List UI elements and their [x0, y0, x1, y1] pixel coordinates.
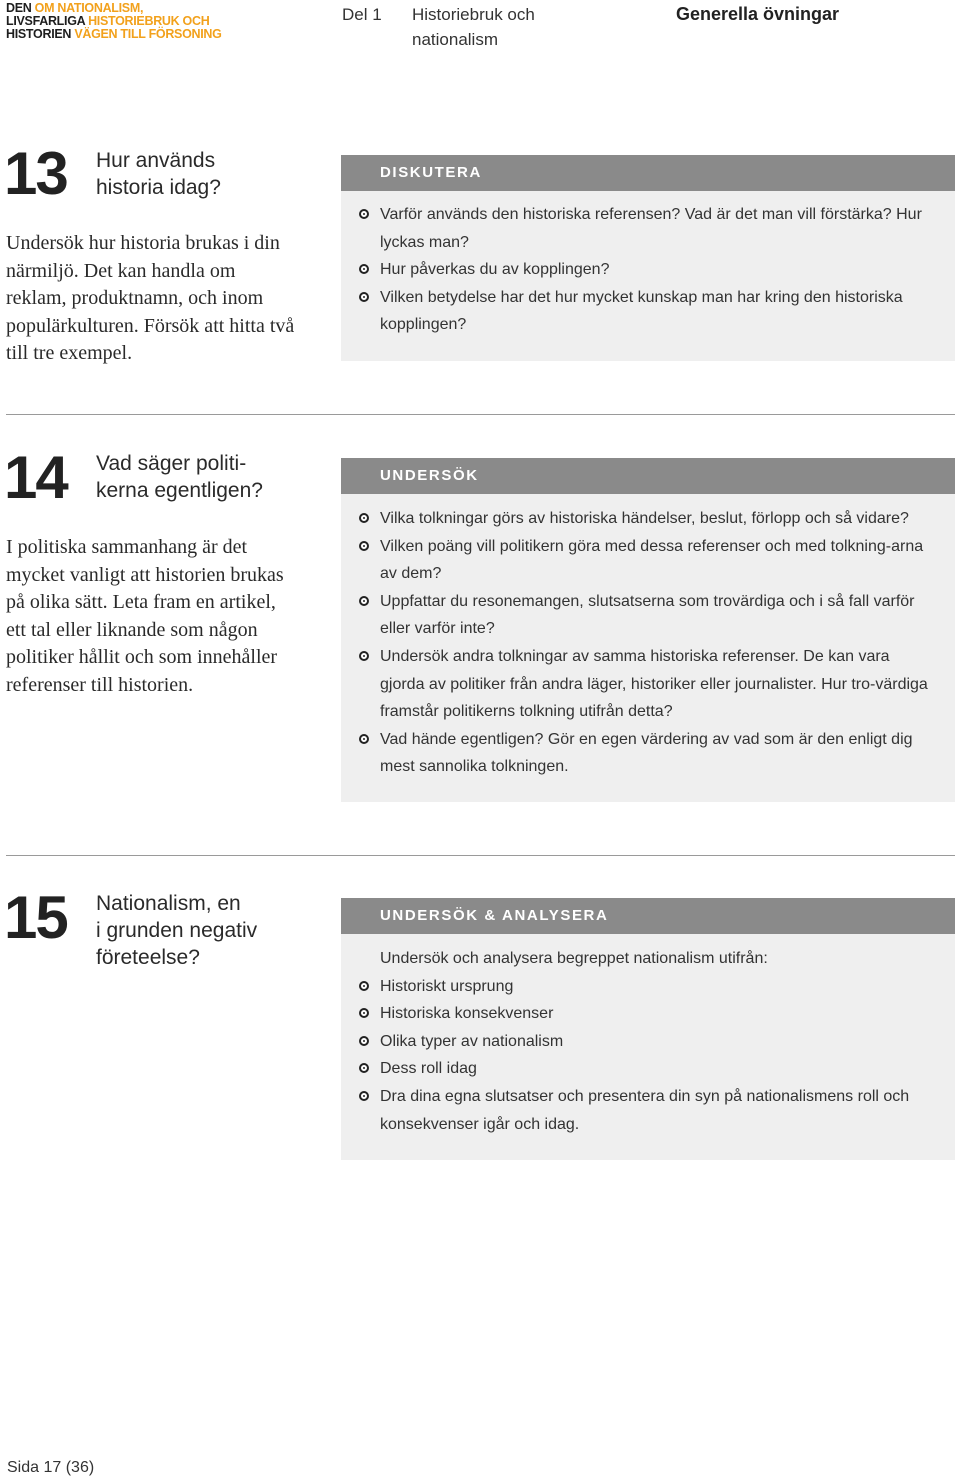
- bullet-icon: [359, 264, 369, 274]
- divider: [6, 855, 955, 856]
- exercise-number: 13: [4, 140, 67, 207]
- list-item: Dess roll idag: [380, 1055, 933, 1083]
- bullet-icon: [359, 651, 369, 661]
- analyse-box: [341, 898, 955, 1160]
- exercise-title: Hur används historia idag?: [96, 149, 221, 199]
- exercise-number: 15: [4, 884, 67, 951]
- list-item: Vilka tolkningar görs av historiska händelser, beslut, förlopp och så vidare?: [380, 505, 933, 533]
- list-item: Dra dina egna slutsatser och presentera din syn på nationalismens roll och konsekvenser igår och idag.: [380, 1083, 933, 1138]
- exercise-title: Nationalism, en i grunden negativ företeelse?: [96, 892, 258, 969]
- bullet-icon: [359, 1036, 369, 1046]
- bullet-icon: [359, 596, 369, 606]
- bullet-icon: [359, 1091, 369, 1101]
- exercise-title: Vad säger politi- kerna egentligen?: [96, 452, 263, 502]
- bullet-icon: [359, 292, 369, 302]
- investigate-box: [341, 458, 955, 802]
- list-item: Uppfattar du resonemangen, slutsatserna som trovärdiga och i så fall varför eller varför inte?: [380, 588, 933, 643]
- list-item: Varför används den historiska referensen? Vad är det man vill förstärka? Hur lyckas man?: [380, 201, 933, 256]
- bullet-icon: [359, 734, 369, 744]
- bullet-icon: [359, 541, 369, 551]
- list-item: Historiskt ursprung: [380, 973, 933, 1001]
- header-section-title: Generella övningar: [676, 4, 840, 24]
- list-item: Undersök andra tolkningar av samma historiska referenser. De kan vara gjorda av politiker från andra läger, historiker eller journalister. Hur tro-värdiga framstår politikerns tolkning utifrån detta?: [380, 643, 933, 726]
- box-heading: UNDERSÖK: [341, 458, 955, 494]
- series-logo: DEN OM NATIONALISM, LIVSFARLIGA HISTORIEBRUK OCH HISTORIEN VÄGEN TILL FÖRSONING: [6, 1, 222, 41]
- list-item: Vilken poäng vill politikern göra med dessa referenser och med tolkning-arna av dem?: [380, 533, 933, 588]
- bullet-icon: [359, 513, 369, 523]
- exercise-number: 14: [4, 444, 67, 511]
- box-intro: Undersök och analysera begreppet nationalism utifrån:: [380, 950, 768, 967]
- box-heading: DISKUTERA: [341, 155, 955, 191]
- exercise-intro: Undersök hur historia brukas i din närmiljö. Det kan handla om reklam, produktnamn, och inom populärkulturen. Försök att hitta två till tre exempel.: [6, 232, 295, 364]
- divider: [6, 414, 955, 415]
- header-part: Del 1: [342, 5, 382, 24]
- list-item: Vad hände egentligen? Gör en egen värdering av vad som är den enligt dig mest sannolika tolkningen.: [380, 726, 933, 781]
- list-item: Hur påverkas du av kopplingen?: [380, 256, 933, 284]
- bullet-icon: [359, 1063, 369, 1073]
- discussion-box: [341, 155, 955, 361]
- list-item: Vilken betydelse har det hur mycket kunskap man har kring den historiska kopplingen?: [380, 284, 933, 339]
- list-item: Historiska konsekvenser: [380, 1000, 933, 1028]
- page-number: Sida 17 (36): [7, 1459, 95, 1476]
- bullet-icon: [359, 981, 369, 991]
- list-item: Olika typer av nationalism: [380, 1028, 933, 1056]
- bullet-icon: [359, 209, 369, 219]
- bullet-icon: [359, 1008, 369, 1018]
- exercise-intro: I politiska sammanhang är det mycket vanligt att historien brukas på olika sätt. Leta fram en artikel, ett tal eller liknande som någon politiker hållit och som innehåller referenser till historien.: [6, 536, 284, 696]
- box-heading: UNDERSÖK & ANALYSERA: [341, 898, 955, 934]
- header-topic: Historiebruk och nationalism: [412, 5, 535, 49]
